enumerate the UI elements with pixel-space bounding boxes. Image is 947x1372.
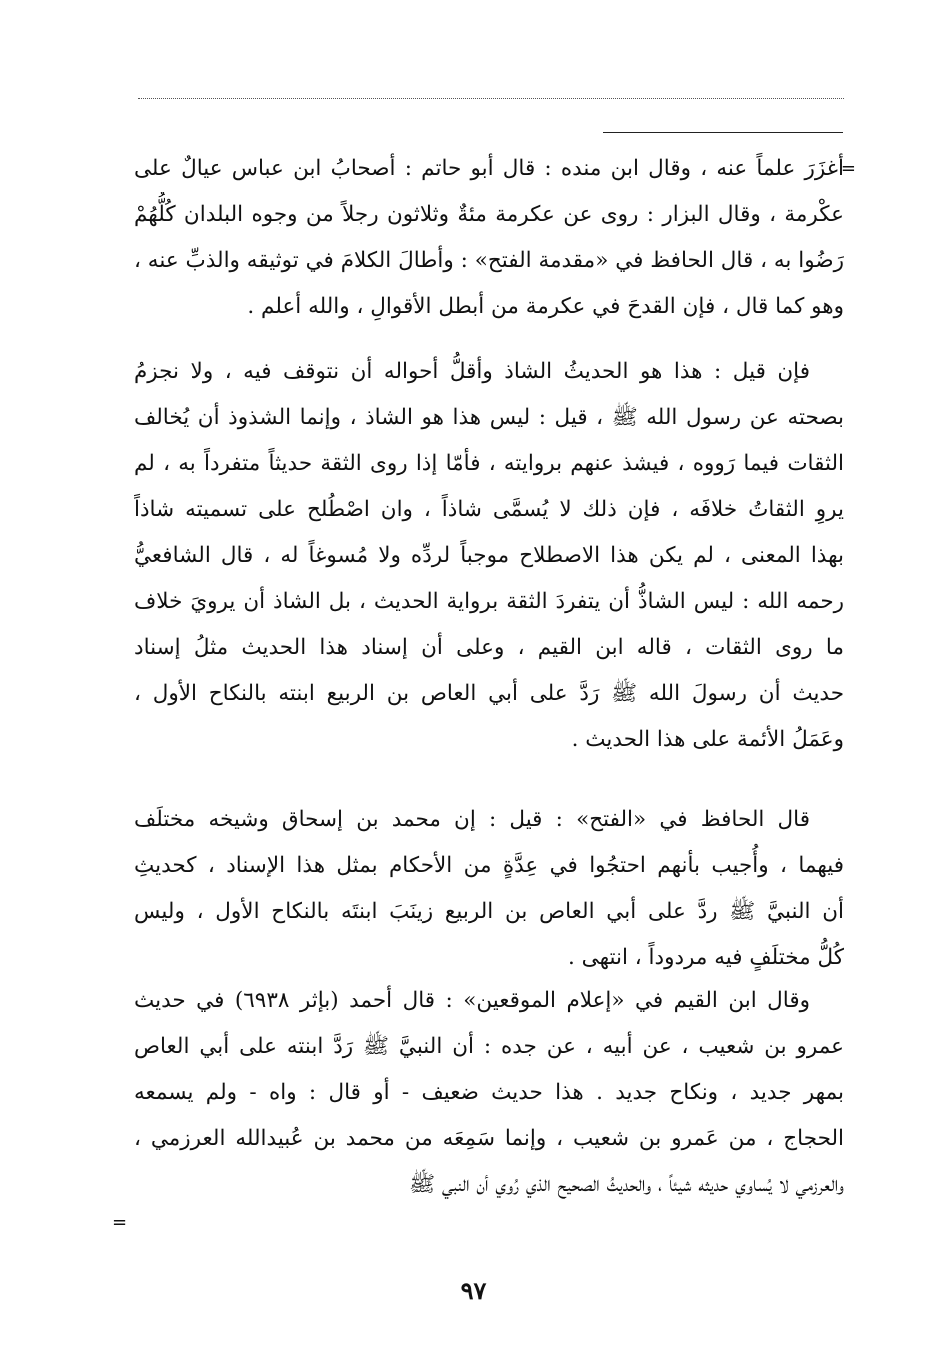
footnote-separator-rule xyxy=(603,132,843,133)
paragraph-line: وعَمَلُ الأئمة على هذا الحديث . xyxy=(571,727,844,752)
paragraph-line: ما روى الثقات ، قاله ابن القيم ، وعلى أن إسناد هذا الحديث مثلُ إسناد xyxy=(134,635,844,660)
footnote-block xyxy=(134,146,844,330)
footnote-continuation-mark: = xyxy=(840,158,856,179)
paragraph-line: عمرو بن شعيب ، عن أبيه ، عن جده : أن النبيَّ ﷺ رَدَّ ابنته على أبي العاص xyxy=(134,1034,844,1059)
paragraph-line: قال الحافظ في «الفتح» : قيل : إن محمد بن إسحاق وشيخه مختلَف xyxy=(134,807,810,832)
paragraph-line: فيهما ، وأُجيب بأنهم احتجُوا في عِدَّةٍ من الأحكام بمثل هذا الإسناد ، كحديثِ xyxy=(134,853,844,878)
paragraph-line: كُلُّ مختلَفٍ فيه مردوداً ، انتهى . xyxy=(567,945,844,970)
footnote-line: أغزَرَ علماً عنه ، وقال ابن منده : قال أبو حاتم : أصحابُ ابن عباس عيالٌ على xyxy=(134,156,844,181)
paragraph-3 xyxy=(134,978,844,1208)
paragraph-continuation-mark: = xyxy=(112,1212,128,1233)
paragraph-line: وقال ابن القيم في «إعلام الموقعين» : قال أحمد (بإثر ٦٩٣٨) في حديث xyxy=(134,988,810,1013)
paragraph-line: أن النبيَّ ﷺ ردَّ على أبي العاص بن الربيع زينَبَ ابنتَه بالنكاح الأول ، وليس xyxy=(134,899,844,924)
paragraph-line: بصحته عن رسول الله ﷺ ، قيل : ليس هذا هو الشاذ ، وإنما الشذوذ أن يُخالف xyxy=(134,405,844,430)
paragraph-line: بهذا المعنى ، لم يكن هذا الاصطلاح موجباً لردِّه ولا مُسوغاً له ، قال الشافعيُّ xyxy=(134,543,844,568)
page-number: ٩٧ xyxy=(460,1276,487,1305)
paragraph-line: فإن قيل : هذا هو الحديثُ الشاذ وأقلُّ أحواله أن نتوقف فيه ، ولا نجزمُ xyxy=(134,359,810,384)
footnote-line: رَضُوا به ، قال الحافظ في «مقدمة الفتح» : وأطالَ الكلامَ في توثيقه والذبِّ عنه ، xyxy=(134,248,844,273)
paragraph-line: رحمه الله : ليس الشاذُّ أن يتفردَ الثقة برواية الحديث ، بل الشاذ أن يرويَ خلاف xyxy=(134,589,844,614)
paragraph-line: حديث أن رسولَ الله ﷺ رَدَّ على أبي العاص بن الربيع ابنته بالنكاح الأول ، xyxy=(134,681,844,706)
paragraph-line: يروِ الثقاتُ خلافَه ، فإن ذلك لا يُسمَّى شاذاً ، وان اصْطُلح على تسميته شاذاً xyxy=(134,497,844,522)
paragraph-1 xyxy=(134,349,844,763)
paragraph-line: الثقات فيما رَووه ، فيشذ عنهم بروايته ، فأمّا إذا روى الثقة حديثاً متفرداً به ، لم xyxy=(134,451,844,476)
header-dotted-rule xyxy=(138,98,844,99)
paragraph-line: بمهر جديد ، ونكاح جديد . هذا حديث ضعيف - أو قال : واه - ولم يسمعه xyxy=(134,1080,844,1105)
paragraph-2 xyxy=(134,797,844,981)
footnote-line: وهو كما قال ، فإن القدحَ في عكرمة من أبطل الأقوالِ ، والله أعلم . xyxy=(247,294,844,319)
footnote-line: عكْرمة ، وقال البزار : روى عن عكرمة مئةٌ وثلاثون رجلاً من وجوه البلدان كُلُّهُمْ xyxy=(134,202,844,227)
paragraph-line: الحجاج ، من عَمرو بن شعيب ، وإنما سَمِعَه من محمد بن عُبيدالله العرزمي ، xyxy=(134,1126,844,1151)
paragraph-line: والعرزمي لا يُساوي حديثه شيئاً ، والحديثُ الصحيح الذي رُوي أن النبي ﷺ xyxy=(409,1172,844,1197)
